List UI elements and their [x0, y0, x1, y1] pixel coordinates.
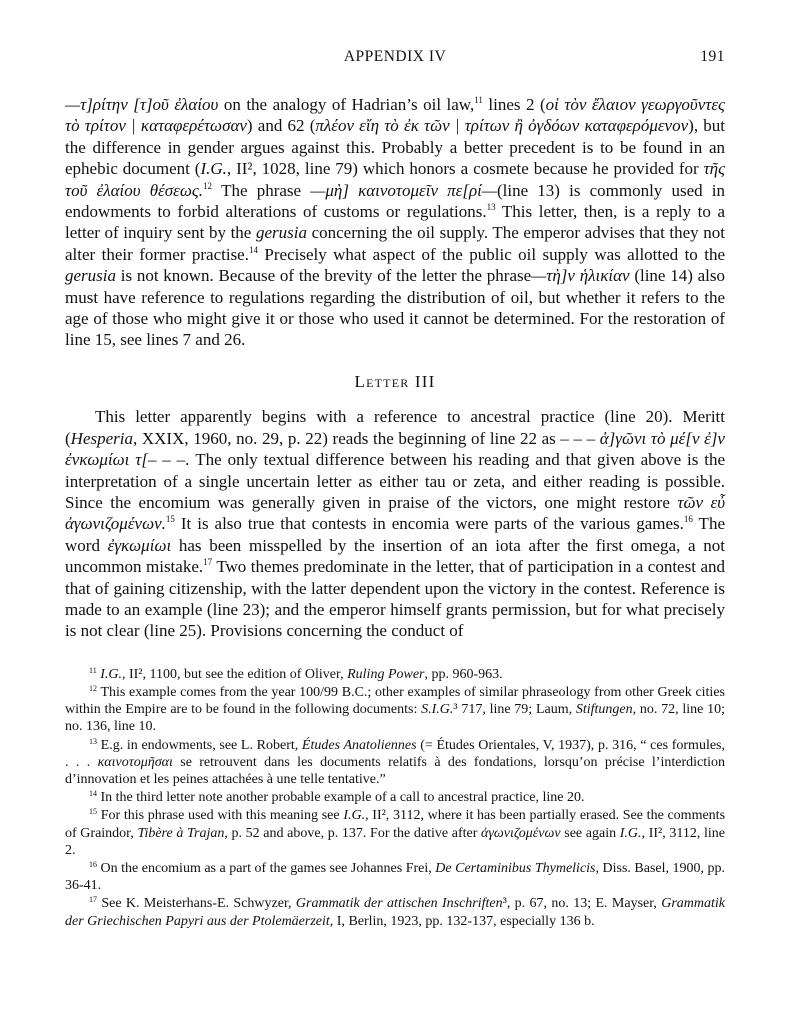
footnote-11: $^{11}$ I.G., II², 1100, but see the edition of Oliver, Ruling Power, pp. 960-963.	[89, 665, 503, 682]
greek-phrase: – – – ἀ]γῶνι τὸ μέ[ν ἐ]ν ἐνκωμίωι τ[– – –	[65, 428, 725, 470]
paragraph-oil-law: —τ]ρίτην [τ]οῦ ἐλαίου on the analogy of Hadrian’s oil law,$^{11}$ lines 2 (οἱ τὸν ἔλαιον γεωργοῦντες τὸ τρίτον | καταφερέτωσαν) and 62 (πλέον εἴη τὸ ἐκ τῶν | τρίτων ἢ ὀγδόων καταφερόμενον), but the difference in gender argues against this. Probably a better precedent is to be found in an ephebic document (I.G., II², 1028, line 79) which honors a cosmete because he provided for τῆς τοῦ ἐλαίου θέσεως.$^{12}$ The phrase —μὴ] καινοτομεῖν πε[ρί—(line 13) is commonly used in endowments to forbid alterations of customs or regulations.$^{13}$ This letter, then, is a reply to a letter of inquiry sent by the gerusia concerning the oil supply. The emperor advises that they not alter their former practise.$^{14}$ Precisely what aspect of the public oil supply was allotted to the gerusia is not known. Because of the brevity of the letter the phrase—τὴ]ν ἡλικίαν (line 14) also must have reference to regulations regarding the distribution of oil, but whether it refers to the age of those who might give it or those who used it cannot be determined. For the restoration of line 15, see lines 7 and 26.	[65, 95, 726, 350]
footnote-12: $^{12}$ This example comes from the year 100/99 B.C.; other examples of similar phraseology from other Greek cities within the Empire are to be found in the following documents: S.I.G.³ 717, line 79; Laum, Stiftungen, no. 72, line 10; no. 136, line 10.	[65, 683, 725, 735]
greek-phrase: πλέον εἴη τὸ ἐκ τῶν | τρίτων ἢ ὀγδόων καταφερόμενον	[315, 116, 689, 136]
greek-phrase: τῆς τοῦ ἐλαίου θέσεως.	[65, 159, 725, 200]
greek-phrase: —τ]ρίτην [τ]οῦ ἐλαίου	[65, 95, 219, 114]
running-head-title: APPENDIX IV	[343, 48, 447, 65]
footnote-16: $^{16}$ On the encomium as a part of the games see Johannes Frei, De Certaminibus Thymelicis, Diss. Basel, 1900, pp. 36-41.	[65, 859, 726, 894]
footnote-ref[interactable]: 13	[486, 202, 496, 213]
footnote-ref[interactable]: 14	[248, 244, 258, 255]
footnote-15: $^{15}$ For this phrase used with this meaning see I.G., II², 3112, where it has been partially erased. See the comments of Graindor, Tibère à Trajan, p. 52 and above, p. 137. For the dative after ἀγωνιζομένων see again I.G., II², 3112, line 2.	[65, 807, 726, 858]
running-head	[65, 48, 725, 74]
footnote-ref[interactable]: 11	[474, 95, 483, 105]
body-text	[65, 94, 725, 642]
greek-phrase: καινοτομῆσαι	[97, 754, 173, 770]
footnote-17: $^{17}$ See K. Meisterhans-E. Schwyzer, Grammatik der attischen Inschriften³, p. 67, no. 13; E. Mayser, Grammatik der Griechischen Papyri aus der Ptolemäerzeit, I, Berlin, 1923, pp. 132-137, especially 136 b.	[65, 895, 725, 929]
footnote-14: $^{14}$ In the third letter note another probable example of a call to ancestral practice, line 20.	[89, 789, 585, 806]
greek-phrase: τῶν εὖ ἀγωνιζομένων.	[65, 492, 726, 534]
greek-phrase: ἐγκωμίωι	[107, 535, 172, 555]
page	[65, 48, 725, 931]
footnote-13: $^{13}$ E.g. in endowments, see L. Robert, Études Anatoliennes (= Études Orientales, V, 1937), p. 316, “ ces formules, . . . καινοτομῆσαι se retrouvent dans les documents relatifs à des fondations, lorsqu’on précise l’interdiction d’innovation et les peines attachées à une telle tentative.”	[65, 736, 725, 787]
greek-phrase: —τὴ]ν ἡλικίαν	[531, 266, 630, 286]
footnote-ref[interactable]: 17	[203, 557, 213, 568]
footnote-ref[interactable]: 12	[202, 180, 212, 191]
footnotes	[65, 666, 725, 930]
greek-phrase: ἀγωνιζομένων	[481, 825, 561, 841]
footnote-ref[interactable]: 15	[165, 514, 175, 525]
greek-phrase: οἱ τὸν ἔλαιον γεωργοῦντες τὸ τρίτον | καταφερέτωσαν	[65, 95, 725, 136]
footnote-ref[interactable]: 16	[683, 514, 693, 525]
section-heading: Letter III	[354, 371, 436, 391]
page-number: 191	[700, 48, 725, 65]
greek-phrase: —μὴ] καινοτομεῖν πε[ρί—	[310, 180, 497, 200]
paragraph-letter-three: This letter apparently begins with a reference to ancestral practice (line 20). Meritt (Hesperia, XXIX, 1960, no. 29, p. 22) reads the beginning of line 22 as – – – ἀ]γῶνι τὸ μέ[ν ἐ]ν ἐνκωμίωι τ[– – –. The only textual difference between his reading and that given above is the interpretation of a single uncertain letter as either tau or zeta, and either reading is possible. Since the encomium was generally given in praise of the victors, one might restore τῶν εὖ ἀγωνιζομένων.$^{15}$ It is also true that contests in encomia were parts of the various games.$^{16}$ The word ἐγκωμίωι has been misspelled by the insertion of an iota after the first omega, a not uncommon mistake.$^{17}$ Two themes predominate in the letter, that of participation in a contest and that of gaining citizenship, with the latter dependent upon the victory in the contest. Reference is made to an example (line 23); and the emperor himself grants permission, but for what precisely is not clear (line 25). Provisions concerning the conduct of	[65, 407, 726, 641]
